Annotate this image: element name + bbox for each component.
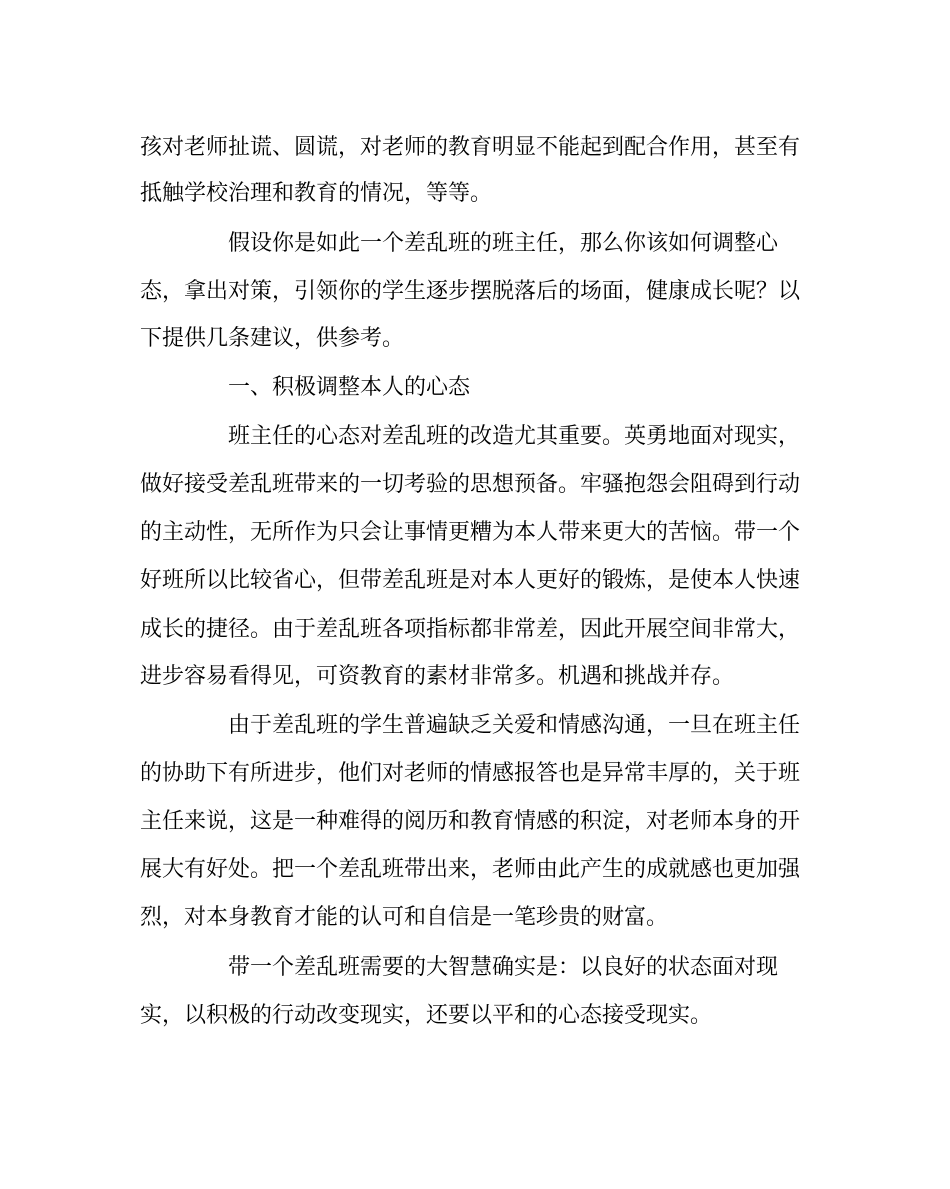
text-line: 展大有好处。把一个差乱班带出来，老师由此产生的成就感也更加强	[140, 857, 801, 882]
text-line: 态，拿出对策，引领你的学生逐步摆脱落后的场面，健康成长呢？以	[140, 279, 801, 304]
section-heading: 一、积极调整本人的心态	[228, 375, 471, 400]
text-line: 由于差乱班的学生普遍缺乏关爱和情感沟通，一旦在班主任	[228, 713, 801, 738]
text-line: 烈，对本身教育才能的认可和自信是一笔珍贵的财富。	[140, 905, 669, 930]
text-line: 实，以积极的行动改变现实，还要以平和的心态接受现实。	[140, 1003, 713, 1028]
text-line: 带一个差乱班需要的大智慧确实是：以良好的状态面对现	[228, 955, 779, 980]
text-line: 孩对老师扯谎、圆谎，对老师的教育明显不能起到配合作用，甚至有	[140, 135, 801, 160]
text-line: 成长的捷径。由于差乱班各项指标都非常差，因此开展空间非常大，	[140, 617, 801, 642]
text-line: 的主动性，无所作为只会让事情更糟为本人带来更大的苦恼。带一个	[140, 520, 801, 545]
text-line: 的协助下有所进步，他们对老师的情感报答也是异常丰厚的，关于班	[140, 761, 801, 786]
text-line: 进步容易看得见，可资教育的素材非常多。机遇和挑战并存。	[140, 664, 735, 689]
text-line: 抵触学校治理和教育的情况，等等。	[140, 181, 493, 206]
text-line: 班主任的心态对差乱班的改造尤其重要。英勇地面对现实，	[228, 424, 801, 449]
text-line: 好班所以比较省心，但带差乱班是对本人更好的锻炼，是使本人快速	[140, 568, 801, 593]
text-line: 下提供几条建议，供参考。	[140, 326, 405, 351]
text-line: 做好接受差乱班带来的一切考验的思想预备。牢骚抱怨会阻碍到行动	[140, 472, 801, 497]
text-line: 假设你是如此一个差乱班的班主任，那么你该如何调整心	[228, 231, 779, 256]
text-line: 主任来说，这是一种难得的阅历和教育情感的积淀，对老师本身的开	[140, 809, 801, 834]
